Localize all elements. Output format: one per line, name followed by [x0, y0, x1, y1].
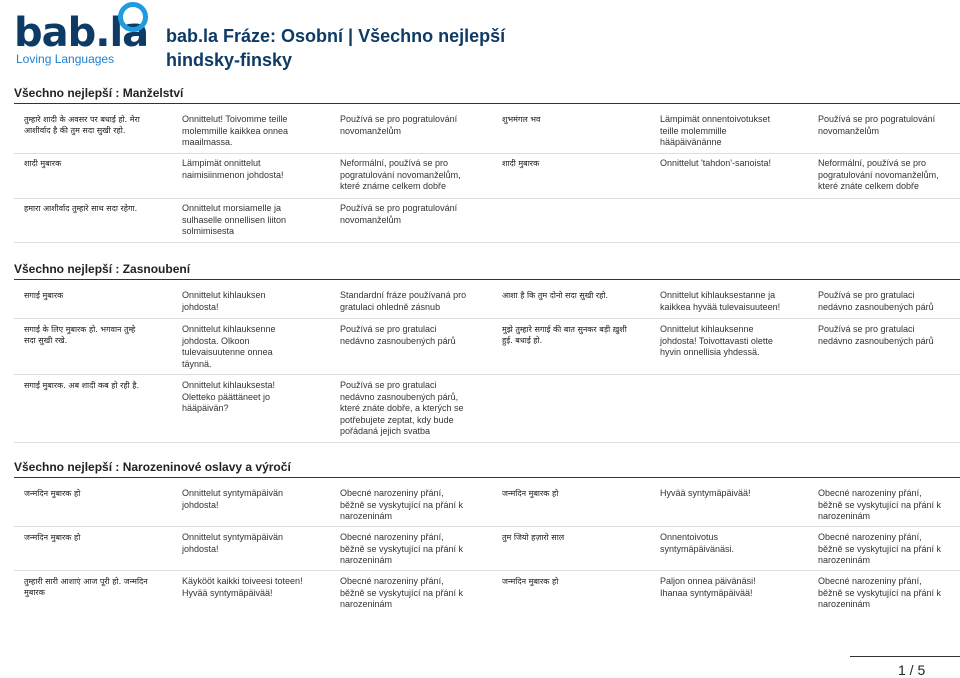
- usage-note: Obecné narozeniny přání, běžně se vyskytující na přání k narozeninám: [340, 532, 464, 565]
- finnish-translation: Onnittelut 'tahdon'-sanoista!: [660, 158, 772, 168]
- finnish-translation: Onnittelut syntymäpäivän johdosta!: [182, 488, 284, 510]
- usage-note: Používá se pro pogratulování novomanželům: [818, 114, 936, 136]
- usage-note: Standardní fráze používaná pro gratulaci ohledně zásnub: [340, 290, 467, 312]
- row-divider: [14, 374, 960, 375]
- section-title-marriage: Všechno nejlepší : Manželství: [14, 86, 184, 100]
- hindi-phrase: शुभमंगल भव: [502, 115, 541, 124]
- finnish-translation: Onnittelut! Toivomme teille molemmille kaikkea onnea maailmassa.: [182, 114, 289, 147]
- usage-note: Neformální, používá se pro pogratulování novomanželům, které známe celkem dobře: [340, 158, 461, 191]
- section-rule: [14, 103, 960, 104]
- finnish-translation: Lämpimät onnittelut naimisiinmenon johdosta!: [182, 158, 284, 180]
- section-rule: [14, 477, 960, 478]
- page-header: [14, 2, 954, 68]
- row-divider: [14, 198, 960, 199]
- finnish-translation: Hyvää syntymäpäivää!: [660, 488, 751, 498]
- row-divider: [14, 153, 960, 154]
- finnish-translation: Paljon onnea päivänäsi! Ihanaa syntymäpäivää!: [660, 576, 756, 598]
- usage-note: Obecné narozeniny přání, běžně se vyskytující na přání k narozeninám: [340, 488, 464, 521]
- page-number: 1 / 5: [898, 662, 926, 678]
- section-title-engagement: Všechno nejlepší : Zasnoubení: [14, 262, 191, 276]
- usage-note: Obecné narozeniny přání, běžně se vyskytující na přání k narozeninám: [818, 488, 942, 521]
- finnish-translation: Onnittelut kihlauksenne johdosta! Toivottavasti olette hyvin onnellisia yhdessä.: [660, 324, 773, 357]
- row-divider: [14, 442, 960, 443]
- usage-note: Obecné narozeniny přání, běžně se vyskytující na přání k narozeninám: [818, 532, 942, 565]
- row-divider: [14, 570, 960, 571]
- hindi-phrase: सगाई मुबारक: [24, 291, 64, 300]
- usage-note: Používá se pro pogratulování novomanželům: [340, 114, 458, 136]
- usage-note: Používá se pro gratulaci nedávno zasnoubených párů: [340, 324, 456, 346]
- logo-wordmark: bab.la: [14, 10, 149, 56]
- hindi-phrase: सगाई मुबारक. अब शादी कब हो रही है.: [24, 381, 140, 390]
- hindi-phrase: जन्मदिन मुबारक हो: [24, 533, 81, 542]
- hindi-phrase: तुम जियो हज़ारो साल: [502, 533, 565, 542]
- row-divider: [14, 242, 960, 243]
- usage-note: Používá se pro pogratulování novomanželům: [340, 203, 458, 225]
- hindi-phrase: सगाई के लिए मुबारक हो. भगवान तुम्हे सदा सुखी रखे.: [24, 325, 136, 345]
- finnish-translation: Onnittelut kihlauksesta! Oletteko päättäneet jo hääpäivän?: [182, 380, 276, 413]
- usage-note: Obecné narozeniny přání, běžně se vyskytující na přání k narozeninám: [818, 576, 942, 609]
- finnish-translation: Onnittelut kihlauksen johdosta!: [182, 290, 266, 312]
- speech-bubble-icon: [118, 2, 148, 32]
- hindi-phrase: शादी मुबारक: [24, 159, 62, 168]
- finnish-translation: Onnittelut morsiamelle ja sulhaselle onnellisen liiton solmimisesta: [182, 203, 287, 236]
- finnish-translation: Onnentoivotus syntymäpäivänäsi.: [660, 532, 735, 554]
- hindi-phrase: जन्मदिन मुबारक हो: [502, 577, 559, 586]
- usage-note: Neformální, používá se pro pogratulování novomanželům, které znáte celkem dobře: [818, 158, 939, 191]
- hindi-phrase: मुझे तुम्हारे सगाई की बात सुनकर बड़ी ख़ुशी हुई. बधाई हो.: [502, 325, 627, 345]
- usage-note: Používá se pro gratulaci nedávno zasnoubených párů: [818, 324, 934, 346]
- hindi-phrase: तुम्हारे शादी के अवसर पर बधाई हो. मेरा आशीर्वाद है की तुम सदा सुखी रहो.: [24, 115, 140, 135]
- row-divider: [14, 318, 960, 319]
- finnish-translation: Onnittelut kihlauksenne johdosta. Olkoon tulevaisuutenne onnea täynnä.: [182, 324, 276, 369]
- finnish-translation: Käykööt kaikki toiveesi toteen! Hyvää syntymäpäivää!: [182, 576, 303, 598]
- finnish-translation: Onnittelut syntymäpäivän johdosta!: [182, 532, 284, 554]
- usage-note: Používá se pro gratulaci nedávno zasnoubených párů, které znáte dobře, a kterých se potřebujete zeptat, kdy bude pořádaná jejich svatba: [340, 380, 464, 436]
- hindi-phrase: आशा है कि तुम दोनो सदा सुखी रहो.: [502, 291, 609, 300]
- hindi-phrase: हमारा आशीर्वाद तुम्हारे साथ सदा रहेगा.: [24, 204, 138, 213]
- hindi-phrase: तुम्हारी सारी आशाएं आज पूरी हो. जन्मदिन मुबारक: [24, 577, 148, 597]
- hindi-phrase: जन्मदिन मुबारक हो: [502, 489, 559, 498]
- section-title-birthday: Všechno nejlepší : Narozeninové oslavy a výročí: [14, 460, 291, 474]
- finnish-translation: Lämpimät onnentoivotukset teille molemmille hääpäivänänne: [660, 114, 771, 147]
- usage-note: Obecné narozeniny přání, běžně se vyskytující na přání k narozeninám: [340, 576, 464, 609]
- babla-logo[interactable]: [14, 2, 154, 68]
- logo-tagline: Loving Languages: [16, 52, 115, 66]
- page-title-line1: bab.la Fráze: Osobní | Všechno nejlepší: [166, 26, 506, 46]
- finnish-translation: Onnittelut kihlauksestanne ja kaikkea hyvää tulevaisuuteen!: [660, 290, 781, 312]
- section-rule: [14, 279, 960, 280]
- page-title: [166, 24, 505, 72]
- usage-note: Používá se pro gratulaci nedávno zasnoubených párů: [818, 290, 934, 312]
- hindi-phrase: जन्मदिन मुबारक हो: [24, 489, 81, 498]
- hindi-phrase: शादी मुबारक: [502, 159, 540, 168]
- row-divider: [14, 526, 960, 527]
- page-title-line2: hindsky-finsky: [166, 50, 293, 70]
- footer-rule: [850, 656, 960, 657]
